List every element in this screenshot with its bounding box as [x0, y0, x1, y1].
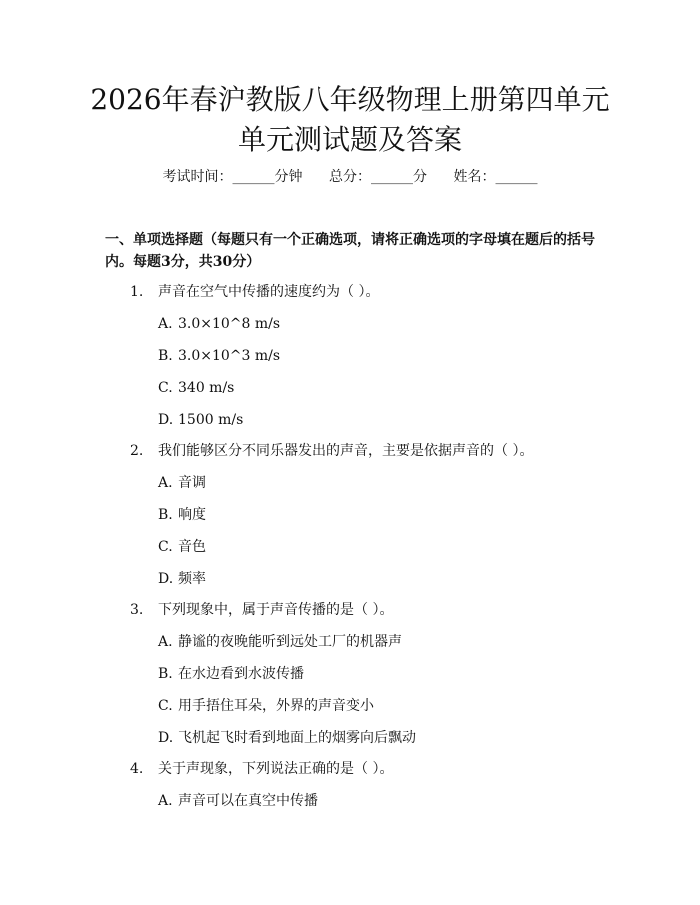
- option-letter: D.: [158, 730, 174, 746]
- question-3: [130, 600, 393, 620]
- exam-time-field: 考试时间：______分钟: [162, 169, 303, 185]
- option-text: 在水边看到水波传播: [178, 666, 304, 682]
- option-letter: C.: [158, 539, 173, 555]
- option-text: 声音可以在真空中传播: [178, 793, 318, 809]
- question-3-option-a: [158, 632, 402, 652]
- option-text: 飞机起飞时看到地面上的烟雾向后飘动: [178, 730, 416, 746]
- option-letter: B.: [158, 348, 173, 364]
- question-1-option-d: [158, 410, 243, 430]
- question-number: 1.: [130, 284, 144, 300]
- option-letter: A.: [158, 316, 173, 332]
- question-number: 4.: [130, 761, 144, 777]
- option-letter: B.: [158, 507, 173, 523]
- option-letter: C.: [158, 380, 173, 396]
- student-name-field: 姓名：______: [453, 169, 538, 185]
- option-text: 3.0×10^3 m/s: [178, 348, 281, 364]
- option-text: 响度: [178, 507, 206, 523]
- option-text: 3.0×10^8 m/s: [178, 316, 281, 332]
- option-letter: A.: [158, 793, 173, 809]
- option-letter: A.: [158, 634, 173, 650]
- option-letter: D.: [158, 571, 174, 587]
- option-letter: D.: [158, 412, 174, 428]
- question-2-option-b: [158, 505, 206, 525]
- option-text: 1500 m/s: [178, 412, 244, 428]
- option-text: 静谧的夜晚能听到远处工厂的机器声: [178, 634, 402, 650]
- question-2: [130, 441, 533, 461]
- section-header: 一、单项选择题（每题只有一个正确选项，请将正确选项的字母填在题后的括号内。每题3分，共30分）: [105, 232, 595, 270]
- question-3-option-c: [158, 696, 374, 716]
- question-1-option-c: [158, 378, 234, 398]
- document-title: 2026年春沪教版八年级物理上册第四单元单元测试题及答案: [90, 83, 610, 156]
- total-score-field: 总分：______分: [329, 169, 427, 185]
- option-letter: C.: [158, 698, 173, 714]
- question-text: 我们能够区分不同乐器发出的声音，主要是依据声音的（ ）。: [158, 443, 534, 459]
- question-2-option-c: [158, 537, 206, 557]
- question-3-option-b: [158, 664, 304, 684]
- option-text: 频率: [178, 571, 206, 587]
- option-letter: A.: [158, 475, 173, 491]
- question-number: 3.: [130, 602, 144, 618]
- question-text: 声音在空气中传播的速度约为（ ）。: [158, 284, 380, 300]
- option-letter: B.: [158, 666, 173, 682]
- question-2-option-d: [158, 569, 206, 589]
- question-1: [130, 282, 379, 302]
- option-text: 音调: [178, 475, 206, 491]
- question-2-option-a: [158, 473, 206, 493]
- question-text: 关于声现象，下列说法正确的是（ ）。: [158, 761, 394, 777]
- exam-info-line: [0, 167, 700, 187]
- question-text: 下列现象中，属于声音传播的是（ ）。: [158, 602, 394, 618]
- question-1-option-b: [158, 346, 280, 366]
- question-3-option-d: [158, 728, 416, 748]
- question-4: [130, 759, 393, 779]
- question-1-option-a: [158, 314, 280, 334]
- question-4-option-a: [158, 791, 318, 811]
- question-number: 2.: [130, 443, 144, 459]
- option-text: 音色: [178, 539, 206, 555]
- option-text: 用手捂住耳朵，外界的声音变小: [178, 698, 374, 714]
- option-text: 340 m/s: [178, 380, 235, 396]
